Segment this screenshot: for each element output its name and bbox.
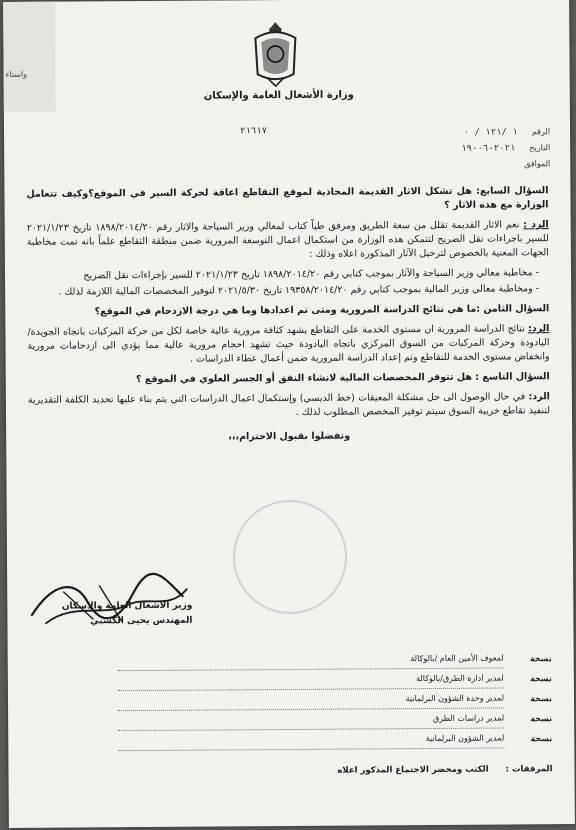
copy-recipient: لمعوف الأمين العام /بالوكالة — [118, 649, 504, 672]
reference-extra-number: ٢١٦١٧ — [239, 126, 268, 137]
ref-label: الرقم — [531, 127, 551, 137]
copy-label: نسخة — [530, 693, 553, 703]
answer-9-label: الرد: — [528, 391, 550, 403]
edge-text-fragment: واستاء — [5, 69, 28, 79]
answer-7 — [27, 218, 549, 264]
question-9: السؤال التاسع : هل تتوفر المخصصات المالية لانشاء النفق أو الجسر العلوي في الموقع ؟ — [135, 371, 550, 386]
answer-9-text: في حال الوصول الى حل مشكلة المعيقات (خط الديسي) وإستكمال اعمال الدراسات التي يتم بناء عليها تحديد الكلفة التقديرية لتنفيذ تقاطع خريبة السوق سيتم توفير المخصص المطلوب لذلك . — [27, 391, 551, 418]
copy-recipient: لمدير وحدة الشؤون البرلمانية — [118, 689, 504, 712]
list-item: - مخاطبة معالي وزير السياحة والآثار بموجب كتابي رقم ١٨٩٨/٢٠١٤/٢٠ تاريخ ٢٠٢١/١/٢٣ للسير بإجراءات نقل الضريح — [83, 267, 540, 282]
answer-8-text: نتائج الدراسة المرورية ان مستوى الخدمة على التقاطع يشهد كثافة مرورية عالية خاصة لكل من حركة المركبات باتجاه الجويدة/اليادودة وحركة المركبات من السوق المركزي باتجاه اليادودة حيث تشهد احجام مرورية عالية مما يؤدي الى ازدحامات مرورية وانخفاض مستوى الخدمة للتقاطع وتم إعداد الدراسة المرورية ضمن أعمال عطاء الدراسات . — [27, 323, 550, 365]
attachments-line — [118, 764, 552, 777]
letter-body — [26, 184, 550, 456]
hijri-label: الموافق — [524, 159, 551, 169]
copy-recipient: لمدير ادارة الطرق/بالوكالة — [118, 669, 504, 692]
signatory-name: المهندس يحيى الكسبي — [90, 615, 193, 627]
signature-block — [27, 599, 192, 630]
copies-list — [118, 648, 553, 751]
copy-label: نسخة — [530, 713, 553, 723]
answer-8-label: الرد: — [527, 323, 550, 335]
reference-block — [350, 124, 550, 173]
copy-label: نسخة — [530, 733, 553, 743]
ministry-name: وزارة الأشغال العامة والإسكان — [203, 89, 354, 102]
answer-8 — [27, 322, 549, 368]
list-item — [118, 728, 552, 751]
ref-value: ١ /١٢١ / ٠ — [463, 127, 518, 138]
answer-7-label: الرد : — [523, 219, 549, 231]
copy-label: نسخة — [529, 653, 552, 663]
attachments-text: الكتب ومحضر الاجتماع المذكور اعلاه — [337, 764, 489, 776]
underlying-page-edge — [3, 2, 56, 112]
faded-stamp — [233, 500, 348, 615]
answer-9 — [28, 390, 550, 422]
question-7: السؤال السابع: هل تشكل الاثار القديمة المحاذية لموقع التقاطع اعاقة لحركة السير في الموقع؟وكيف تتعامل الوزارة مع هذه الاثار ؟ — [26, 185, 549, 211]
letter-page — [3, 0, 575, 828]
attachments-label: المرفقات : — [505, 764, 553, 775]
copy-recipient: لمدير الشؤون البرلمانية — [118, 729, 504, 752]
answer-7-text: نعم الاثار القديمة تقلل من سعة الطريق ومرفق طياً كتاب لمعالي وزير السياحة والاثار رقم ١٨٩٨/٢٠١٤/٢٠ تاريخ ٢٠٢١/١/٢٣ للسير باجراءات نقل الضريح لتتمكن هذه الوزارة من استكمال اعمال التوسعة المرورية ضمن منطقة التقاطع علماً بانه تمت مخاطبة الجهات المعنية بالخصوص لترحيل الآثار المذكورة اعلاه وذلك : — [26, 219, 549, 260]
copy-label: نسخة — [530, 673, 552, 683]
list-item: - ومخاطبة معالي وزير المالية بموجب كتابي رقم ١٩٣٥٨/٢٠١٤/٢٠ تاريخ ٢٠٢١/٥/٣٠ لتوفير المخصصات المالية اللازمة لذلك . — [58, 283, 540, 298]
signatory-title: وزير الاشغال العامة والاسكان — [61, 600, 193, 612]
date-value: ٢٠٢١-٠٦-١٩ — [461, 143, 516, 154]
coat-of-arms-icon — [247, 18, 303, 88]
copy-recipient: لمدير دراسات الطرق — [118, 709, 504, 732]
closing-line: وتفضلوا بقبول الاحترام،،، — [228, 430, 351, 443]
question-8: السؤال الثامن :ما هي نتائج الدراسة المرورية ومتى تم اعدادها وما هي درجة الازدحام في الموقع؟ — [94, 303, 550, 318]
answer-7-bullets — [27, 266, 539, 300]
date-label: التاريخ — [529, 143, 551, 153]
